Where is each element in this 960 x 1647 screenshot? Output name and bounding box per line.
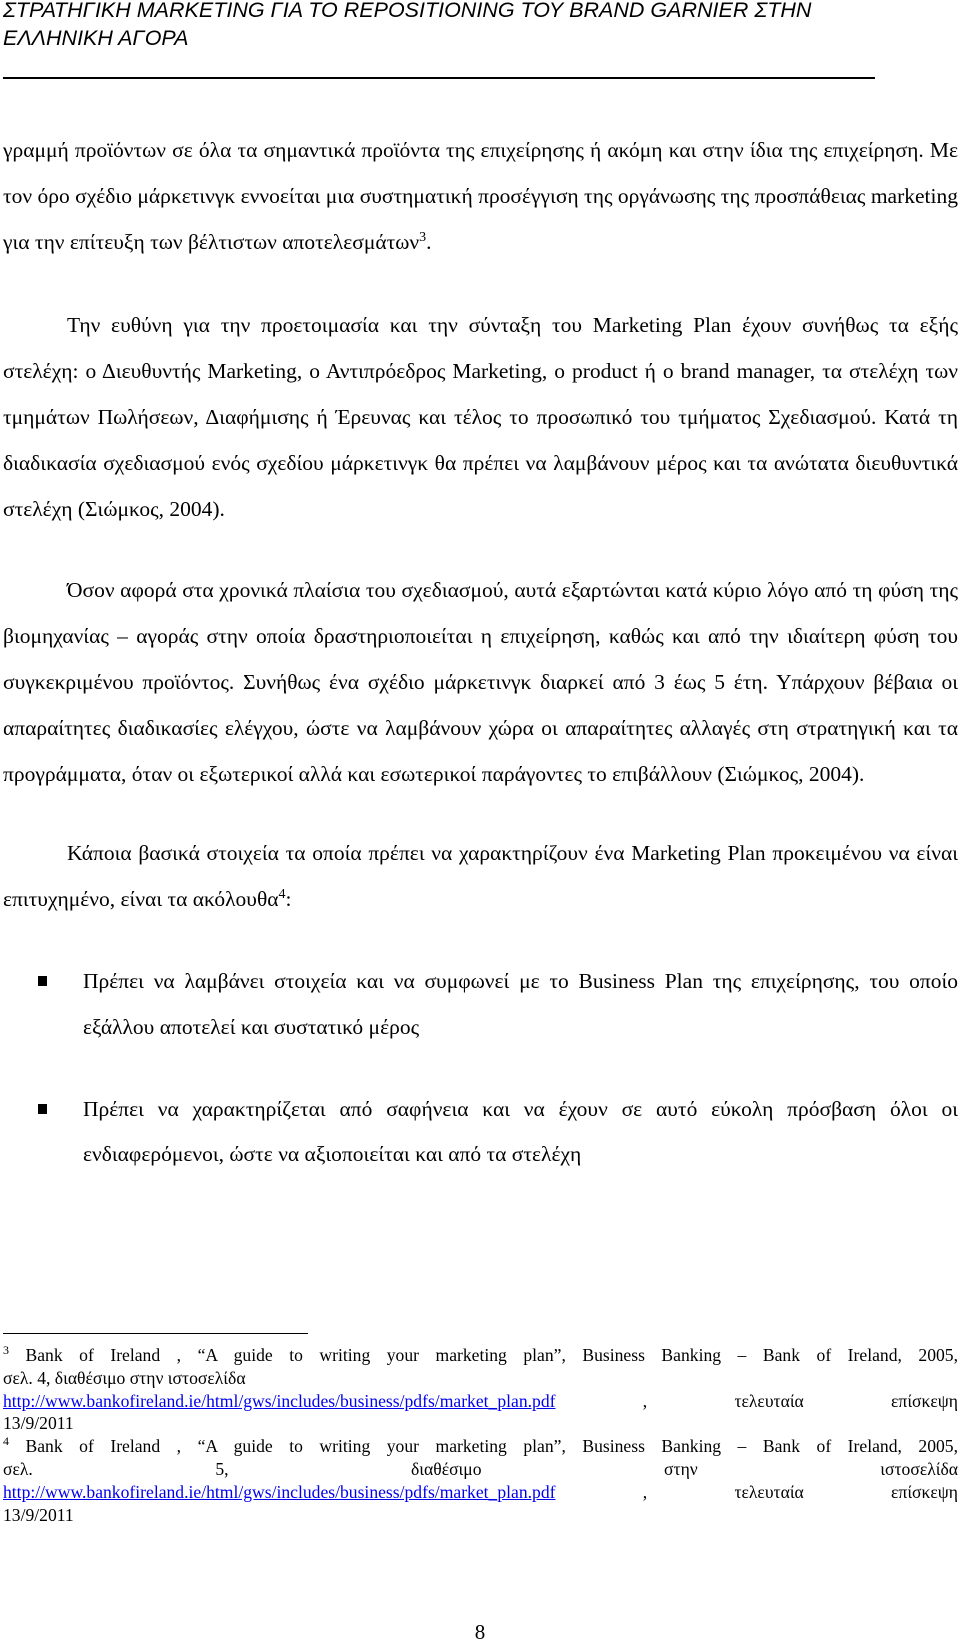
paragraph-3: Όσον αφορά στα χρονικά πλαίσια του σχεδιασμού, αυτά εξαρτώνται κατά κύριο λόγο από τη φύση της βιομηχανίας – αγοράς στην οποία δραστηριοποιείται η επιχείρηση, καθώς και από την ιδιαίτερη φύση του συγκεκριμένου προϊόντος. Συνήθως ένα σχέδιο μάρκετινγκ διαρκεί από 3 έως 5 έτη. Υπάρχουν βέβαια οι απαραίτητες διαδικασίες ελέγχου, ώστε να λαμβάνουν χώρα οι απαραίτητες αλλαγές στη στρατηγική και τα προγράμματα, όταν οι εξωτερικοί αλλά και εσωτερικοί παράγοντες το επιβάλλουν (Σιώμκος, 2004). xyxy=(3,578,958,786)
page-number: 8 xyxy=(474,1620,486,1644)
body-text xyxy=(3,128,958,1178)
footnote-3-line-3 xyxy=(3,1390,958,1413)
footnote-3-visit-label: , τελευταία επίσκεψη xyxy=(642,1390,958,1411)
footnote-ref-3[interactable]: 3 xyxy=(419,229,427,245)
footnote-number: 4 xyxy=(3,1434,9,1449)
paragraph-4-end: : xyxy=(285,887,292,912)
paragraph-1-end: . xyxy=(426,229,432,254)
square-bullet-icon xyxy=(38,1104,47,1114)
paragraph-4 xyxy=(3,831,958,923)
paragraph-1-text: γραμμή προϊόντων σε όλα τα σημαντικά προϊόντα της επιχείρησης ή ακόμη και στην ίδια της επιχείρηση. Με τον όρο σχέδιο μάρκετινγκ εννοείται μια συστηματική προσέγγιση της οργάνωσης της προσπάθειας marketing για την επίτευξη των βέλτιστων αποτελεσμάτων xyxy=(3,138,958,254)
footnote-4-visit-label: , τελευταία επίσκεψη xyxy=(642,1481,958,1502)
bullet-item xyxy=(3,959,958,1051)
header-rule xyxy=(3,77,875,79)
paragraph-2: Την ευθύνη για την προετοιμασία και την σύνταξη του Marketing Plan έχουν συνήθως τα εξής στελέχη: ο Διευθυντής Marketing, ο Αντιπρόεδρος Marketing, ο product ή ο brand manager, τα στελέχη των τμημάτων Πωλήσεων, Διαφήμισης ή Έρευνας και τέλος το προσωπικό του τμήματος Σχεδιασμού. Κατά τη διαδικασία σχεδιασμού ενός σχεδίου μάρκετινγκ θα πρέπει να λαμβάνουν μέρος και τα ανώτατα διευθυντικά στελέχη (Σιώμκος, 2004). xyxy=(3,313,958,521)
paragraph-4-text: Κάποια βασικά στοιχεία τα οποία πρέπει να χαρακτηρίζουν ένα Marketing Plan προκειμένου να είναι επιτυχημένο, είναι τα ακόλουθα xyxy=(3,841,958,912)
bullet-text: Πρέπει να λαμβάνει στοιχεία και να συμφωνεί με το Business Plan της επιχείρησης, του οποίο εξάλλου αποτελεί και συστατικό μέρος xyxy=(83,968,958,1039)
bullet-text: Πρέπει να χαρακτηρίζεται από σαφήνεια και να έχουν σε αυτό εύκολη πρόσβαση όλοι οι ενδιαφερόμενοι, ώστε να αξιοποιείται και από τα στελέχη xyxy=(83,1096,958,1167)
footnote-4-line-2: σελ. 5, διαθέσιμο στην ιστοσελίδα xyxy=(3,1458,958,1479)
footnote-3-line-2: σελ. 4, διαθέσιμο στην ιστοσελίδα xyxy=(3,1367,246,1388)
footnote-3-link[interactable]: http://www.bankofireland.ie/html/gws/includes/business/pdfs/market_plan.pdf xyxy=(3,1390,556,1411)
footnotes xyxy=(3,1344,958,1526)
paragraph-1 xyxy=(3,128,958,265)
footnote-3-date: 13/9/2011 xyxy=(3,1413,74,1434)
running-header: ΣΤΡΑΤΗΓΙΚΗ MARKETING ΓΙΑ ΤΟ REPOSITIONING ΤΟΥ BRAND GARNIER ΣΤΗΝ ΕΛΛΗΝΙΚΗ ΑΓΟΡΑ xyxy=(3,0,812,50)
footnote-4-date: 13/9/2011 xyxy=(3,1504,74,1525)
footnote-number: 3 xyxy=(3,1343,9,1358)
footnote-separator xyxy=(3,1333,308,1334)
bullet-item xyxy=(3,1087,958,1179)
square-bullet-icon xyxy=(38,976,47,986)
footnote-4-line-1: $^4$ Bank of Ireland , “A guide to writing your marketing plan”, Business Banking – Bank of Ireland, 2005, xyxy=(3,1434,958,1457)
bullet-list xyxy=(3,959,958,1178)
footnote-ref-4[interactable]: 4 xyxy=(278,887,286,902)
footnote-4-line-3 xyxy=(3,1481,958,1504)
footnote-3-line-1: $^3$ Bank of Ireland , “A guide to writing your marketing plan”, Business Banking – Bank of Ireland, 2005, xyxy=(3,1343,958,1365)
footnote-4-link[interactable]: http://www.bankofireland.ie/html/gws/includes/business/pdfs/market_plan.pdf xyxy=(3,1481,556,1502)
